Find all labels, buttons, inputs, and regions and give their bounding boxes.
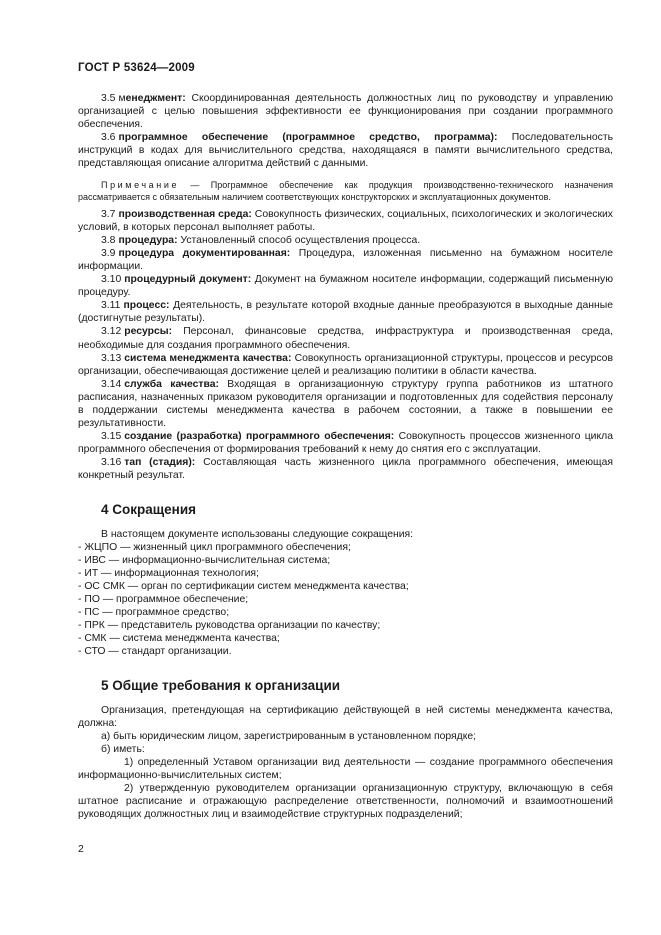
section-5-intro: Организация, претендующая на сертификацию действующей в ней системы менеджмента качества, должна: — [78, 704, 613, 729]
definition-number: 3.13 — [101, 352, 122, 364]
abbreviation-item: - ПО — программное обеспечение; — [78, 594, 249, 606]
definition-number: 3.8 — [101, 234, 116, 246]
document-header: ГОСТ Р 53624—2009 — [78, 62, 195, 74]
abbreviation-item: - СТО — стандарт организации. — [78, 646, 232, 658]
definition-text: Установленный способ осуществления процесса. — [177, 234, 421, 246]
definition-text: Совокупность организационной структуры, процессов и ресурсов организации, обеспечивающая достижение целей и реализацию политики в области качества. — [78, 352, 613, 377]
definition-3-10 — [78, 273, 613, 299]
abbreviation-item: - ИТ — информационная технология; — [78, 567, 259, 579]
definition-text: Деятельность, в результате которой входные данные преобразуются в выходные данные (достигнутые результаты). — [78, 300, 613, 325]
definition-term: программное обеспечение (программное средство, программа): — [118, 132, 498, 144]
note-label: Примечание — [101, 179, 180, 190]
definition-text: Скоординированная деятельность должностных лиц по руководству и управлению организацией с целью повышения эффективности ее функционирования при создании программного обеспечения. — [78, 93, 613, 131]
definition-3-8 — [78, 234, 613, 247]
definition-number: 3.14 — [101, 378, 122, 390]
definition-text: Персонал, финансовые средства, инфраструктура и производственная среда, необходимые для создания программного обеспечения. — [78, 326, 613, 351]
definition-term: ресурсы: — [124, 326, 173, 338]
definition-number: 3.7 — [101, 208, 116, 220]
definition-3-14 — [78, 378, 613, 430]
requirement-b: б) иметь: — [101, 743, 145, 755]
definition-3-9 — [78, 247, 613, 273]
abbreviation-item: - ОС СМК — орган по сертификации систем менеджмента качества; — [78, 581, 409, 592]
definition-number: 3.12 — [101, 326, 122, 338]
page-number: 2 — [78, 843, 84, 855]
note-text: — Программное обеспечение как продукция производственно-технического назначения рассматривается с обязательным наличием соответствующих конструкторских и эксплуатационных документов. — [78, 179, 613, 202]
abbreviation-item: - ЖЦПО — жизненный цикл программного обеспечения; — [78, 541, 351, 553]
definition-term: процедура документированная: — [118, 247, 291, 259]
requirement-b-1: 1) определенный Уставом организации вид деятельности — создание программного обеспечения информационно-вычислительных систем; — [78, 757, 613, 782]
definition-term-prefix: м — [118, 93, 126, 104]
document-body — [78, 92, 613, 822]
definition-term: создание (разработка) программного обеспечения: — [124, 431, 395, 443]
definition-term: система менеджмента качества: — [124, 352, 292, 364]
definition-term: процесс: — [123, 300, 170, 312]
definition-term: тап (стадия): — [124, 457, 196, 469]
definition-text: Входящая в организационную структуру группа работников из штатного расписания, назначенных приказом руководителя организации и подготовленных для содействия персоналу в поддержании системы менеджмента качества в рабочем состоянии, а также в повышении ее результативности. — [78, 378, 613, 430]
definition-text: Последовательность инструкций в кодах для вычислительного средства, находящаяся в памяти вычислительного средства, представляющая описание алгоритма действий с данными. — [78, 132, 613, 170]
abbreviation-item: - ПРК — представитель руководства организации по качеству; — [78, 620, 381, 632]
definition-text: Совокупность процессов жизненного цикла программного обеспечения от формирования требований к нему до снятия его с эксплуатации. — [78, 431, 613, 456]
definition-text: Процедура, изложенная письменно на бумажном носителе информации. — [78, 247, 614, 272]
definition-term: енеджмент: — [125, 93, 186, 104]
definition-text: Составляющая часть жизненного цикла программного обеспечения, имеющая конкретный результат. — [78, 457, 613, 482]
definition-number: 3.10 — [101, 274, 122, 286]
definition-3-7 — [78, 208, 613, 234]
definition-number: 3.5 — [101, 93, 116, 104]
definition-3-11 — [78, 299, 613, 325]
definition-3-13 — [78, 352, 613, 378]
definition-term: процедура: — [118, 234, 178, 246]
abbreviation-item: - ИВС — информационно-вычислительная система; — [78, 554, 331, 566]
definition-number: 3.11 — [101, 300, 121, 312]
abbreviation-item: - СМК — система менеджмента качества; — [78, 633, 280, 645]
requirement-a: а) быть юридическим лицом, зарегистрированным в установленном порядке; — [101, 730, 477, 742]
definition-3-16 — [78, 456, 613, 482]
definition-number: 3.9 — [101, 247, 116, 259]
section-4-heading: 4 Сокращения — [101, 501, 196, 517]
definition-3-12 — [78, 325, 613, 351]
definition-number: 3.6 — [101, 132, 116, 144]
definition-term: служба качества: — [124, 378, 219, 390]
definition-term: производственная среда: — [118, 208, 252, 220]
note — [78, 179, 613, 203]
definition-number: 3.16 — [101, 457, 122, 469]
definition-3-5 — [78, 92, 613, 131]
definition-term: процедурный документ: — [124, 274, 252, 286]
abbreviation-item: - ПС — программное средство; — [78, 607, 230, 619]
definition-3-15 — [78, 430, 613, 456]
section-5-heading: 5 Общие требования к организации — [101, 677, 341, 693]
requirement-b-2: 2) утвержденную руководителем организации организационную структуру, включающую в себя штатное расписание и отражающую распределение ответственности, полномочий и взаимоотношений руководящих должностных лиц и взаимодействие структурных подразделений; — [78, 783, 613, 821]
definition-number: 3.15 — [101, 431, 122, 443]
section-4-intro: В настоящем документе использованы следующие сокращения: — [101, 528, 414, 540]
definition-text: Документ на бумажном носителе информации, содержащий письменную процедуру. — [78, 274, 613, 299]
definition-3-6 — [78, 131, 613, 170]
definition-text: Совокупность физических, социальных, психологических и экологических условий, в которых персонал выполняет работы. — [78, 208, 614, 233]
